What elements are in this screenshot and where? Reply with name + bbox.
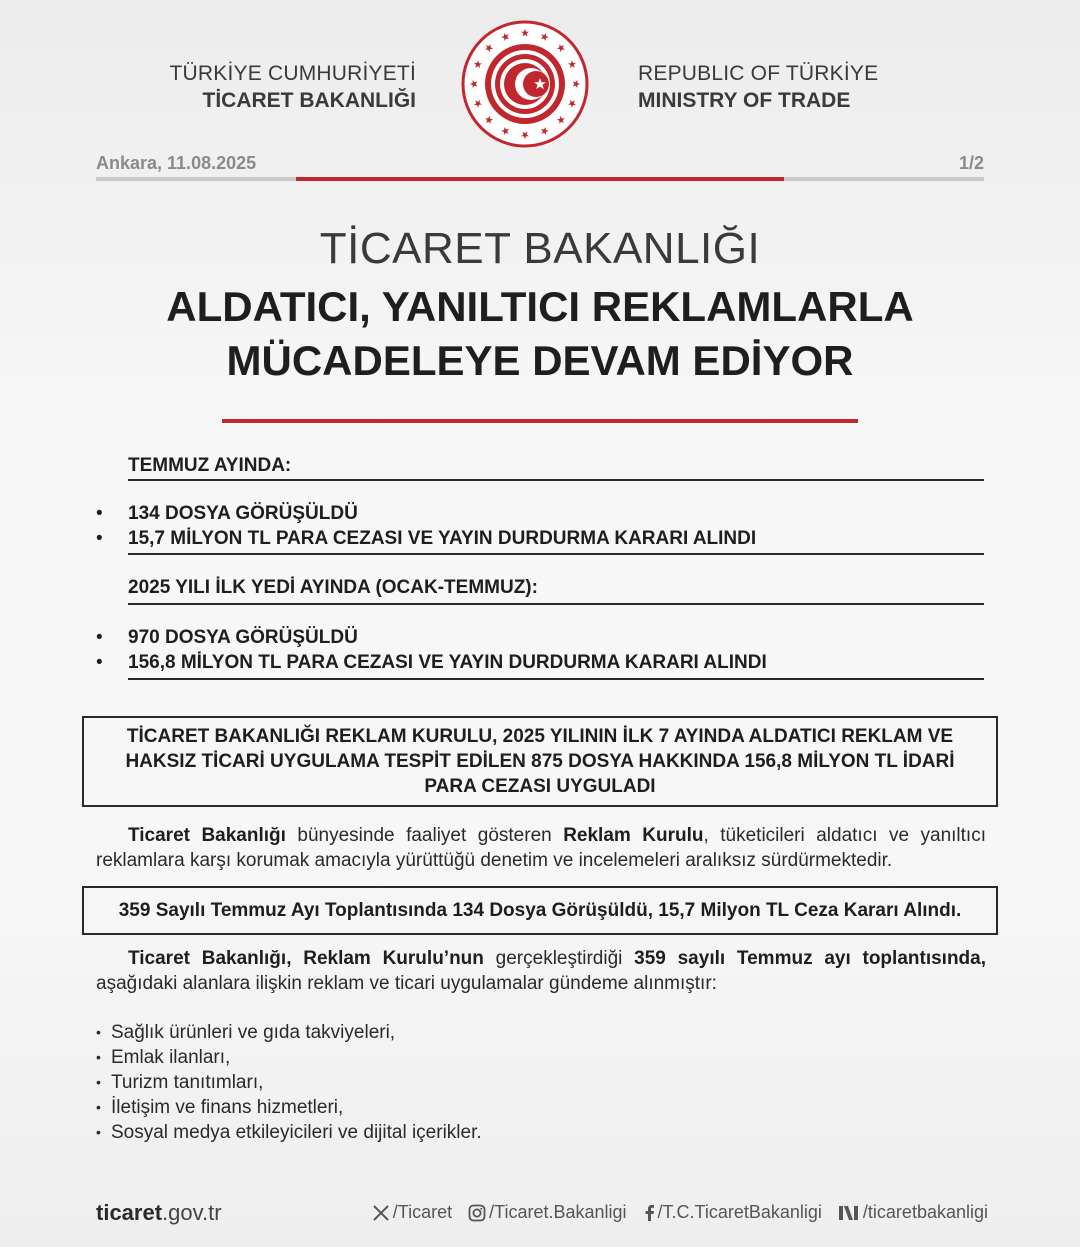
social-links (372, 1202, 988, 1223)
paragraph-meeting-text2: aşağıdaki alanlara ilişkin reklam ve ticari uygulamalar gündeme alınmıştır: (96, 973, 717, 994)
header-right-line2: MINISTRY OF TRADE (638, 89, 851, 112)
list-item: • Sağlık ürünleri ve gıda takviyeleri, (96, 1020, 482, 1045)
social-x-link[interactable] (372, 1202, 452, 1223)
highlight-box-summary (82, 716, 998, 807)
website-bold: ticaret (96, 1200, 163, 1225)
section-seven-months-bottom-rule (128, 678, 984, 680)
social-instagram-link[interactable] (468, 1202, 626, 1223)
highlight-box-line3: PARA CEZASI UYGULADI (424, 776, 656, 797)
list-item: • Sosyal medya etkileyicileri ve dijital içerikler. (96, 1120, 482, 1145)
section-seven-months-heading: 2025 YILI İLK YEDİ AYINDA (OCAK-TEMMUZ): (128, 577, 538, 598)
x-icon (372, 1204, 390, 1222)
social-nsosyal-link[interactable] (838, 1202, 988, 1223)
highlight-box-meeting-text: 359 Sayılı Temmuz Ayı Toplantısında 134 Dosya Görüşüldü, 15,7 Milyon TL Ceza Kararı Alındı. (118, 900, 962, 921)
document-date: Ankara, 11.08.2025 (96, 153, 257, 173)
title-divider (222, 419, 858, 423)
paragraph-intro (96, 823, 986, 873)
highlight-box-line1: TİCARET BAKANLIĞI REKLAM KURULU, 2025 YILININ İLK 7 AYINDA ALDATICI REKLAM VE (126, 726, 954, 747)
headline-line1: ALDATICI, YANILTICI REKLAMLARLA (166, 283, 914, 330)
footer (96, 1200, 988, 1228)
paragraph-intro-text1: bünyesinde faaliyet gösteren (285, 825, 564, 846)
paragraph-meeting-bold2: 359 sayılı Temmuz ayı toplantısında, (634, 948, 987, 969)
header-left-line1: TÜRKİYE CUMHURİYETİ (169, 62, 416, 85)
section-july-list (96, 501, 756, 551)
list-item: • Turizm tanıtımları, (96, 1070, 482, 1095)
headline-line2: MÜCADELEYE DEVAM EDİYOR (226, 337, 854, 384)
section-july-bottom-rule (128, 553, 984, 555)
facebook-handle: /T.C.TicaretBakanligi (657, 1202, 822, 1222)
nsosyal-icon (838, 1204, 860, 1222)
header-left (140, 60, 416, 114)
list-item: • 156,8 MİLYON TL PARA CEZASI VE YAYIN DURDURMA KARARI ALINDI (96, 650, 767, 675)
topics-list (96, 1020, 482, 1145)
nsosyal-handle: /ticaretbakanligi (862, 1202, 988, 1222)
paragraph-meeting-text1: gerçekleştirdiği (483, 948, 635, 969)
title-ministry: TİCARET BAKANLIĞI (319, 224, 761, 273)
list-item: • 134 DOSYA GÖRÜŞÜLDÜ (96, 501, 756, 526)
section-seven-months-rule (128, 603, 984, 605)
social-facebook-link[interactable] (643, 1202, 822, 1223)
page-number: 1/2 (958, 153, 984, 173)
website-rest: .gov.tr (162, 1200, 222, 1225)
facebook-icon (643, 1204, 655, 1222)
header-left-line2: TİCARET BAKANLIĞI (202, 89, 416, 112)
highlight-box-line2: HAKSIZ TİCARİ UYGULAMA TESPİT EDİLEN 875 DOSYA HAKKINDA 156,8 MİLYON TL İDARİ (125, 751, 955, 772)
instagram-handle: /Ticaret.Bakanligi (489, 1202, 627, 1222)
list-item: • İletişim ve finans hizmetleri, (96, 1095, 482, 1120)
x-handle: /Ticaret (392, 1202, 453, 1222)
section-july-heading: TEMMUZ AYINDA: (128, 455, 292, 476)
paragraph-intro-bold1: Ticaret Bakanlığı (128, 825, 286, 846)
header-right-line1: REPUBLIC OF TÜRKİYE (638, 62, 879, 85)
paragraph-intro-text2: , tüketicileri aldatıcı ve yanıltıcı reklamlara karşı korumak amacıyla yürüttüğü denetim ve incelemeleri aralıksız sürdürmektedir. (96, 825, 986, 871)
header-accent-divider (296, 177, 784, 181)
list-item: • 970 DOSYA GÖRÜŞÜLDÜ (96, 625, 767, 650)
section-seven-months-list (96, 625, 767, 675)
website-link[interactable] (96, 1200, 222, 1226)
paragraph-meeting (96, 946, 986, 996)
ministry-emblem-icon (460, 19, 590, 149)
paragraph-meeting-bold1: Ticaret Bakanlığı, Reklam Kurulu’nun (128, 948, 484, 969)
headline (0, 280, 1080, 388)
list-item: • 15,7 MİLYON TL PARA CEZASI VE YAYIN DURDURMA KARARI ALINDI (96, 526, 756, 551)
instagram-icon (468, 1204, 486, 1222)
highlight-box-meeting (82, 886, 998, 935)
header-right (638, 60, 938, 114)
paragraph-intro-bold2: Reklam Kurulu (563, 825, 704, 846)
section-july-rule (128, 479, 984, 481)
list-item: • Emlak ilanları, (96, 1045, 482, 1070)
